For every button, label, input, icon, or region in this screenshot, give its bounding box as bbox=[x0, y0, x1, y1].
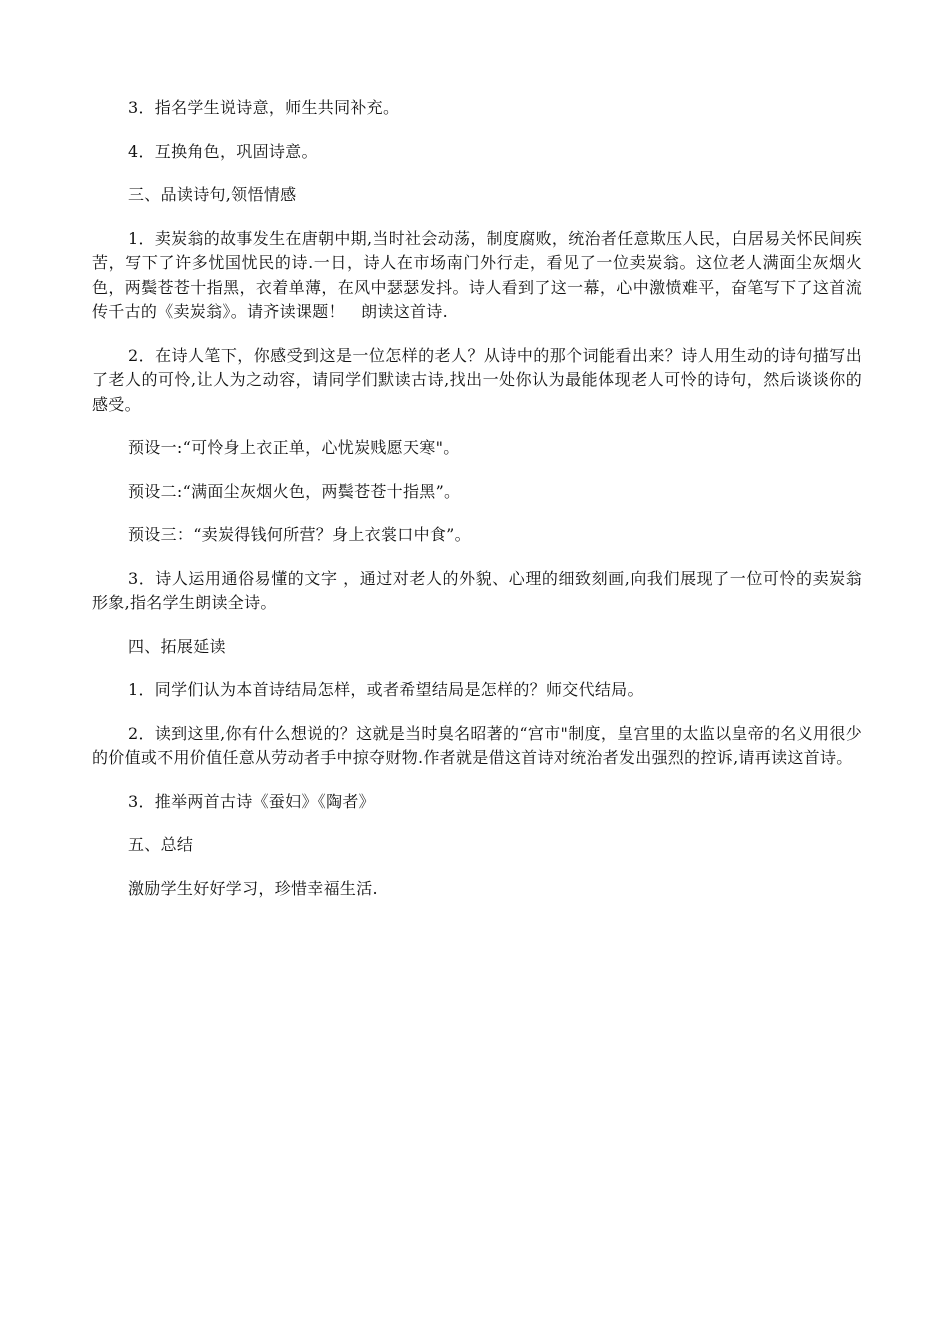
section-3-item-2: 2．在诗人笔下，你感受到这是一位怎样的老人？从诗中的那个词能看出来？诗人用生动的诗句描写出了老人的可怜,让人为之动容，请同学们默读古诗,找出一处你认为最能体现老人可怜的诗句，然后谈谈你的感受。 bbox=[92, 345, 862, 414]
section-4-item-3: 3．推举两首古诗《蚕妇》《陶者》 bbox=[128, 791, 375, 811]
document-body bbox=[92, 96, 862, 920]
summary-text: 激励学生好好学习，珍惜幸福生活. bbox=[128, 878, 378, 898]
section-5-heading: 五、总结 bbox=[128, 835, 194, 854]
section-3-item-1: 1．卖炭翁的故事发生在唐朝中期,当时社会动荡，制度腐败，统治者任意欺压人民，白居易关怀民间疾苦，写下了许多忧国忧民的诗.一日，诗人在市场南门外行走，看见了一位卖炭翁。这位老人满面尘灰烟火色，两鬓苍苍十指黑，衣着单薄，在风中瑟瑟发抖。诗人看到了这一幕，心中激愤难平，奋笔写下了这首流传千古的《卖炭翁》。请齐读课题！ 朗读这首诗. bbox=[92, 228, 862, 321]
step-4-role-swap: 4．互换角色，巩固诗意。 bbox=[128, 141, 318, 161]
preset-1: 预设一:“可怜身上衣正单，心忧炭贱愿天寒"。 bbox=[128, 438, 460, 457]
section-4-item-1: 1．同学们认为本首诗结局怎样，或者希望结局是怎样的？师交代结局。 bbox=[128, 680, 644, 699]
preset-3: 预设三：“卖炭得钱何所营？身上衣裳口中食”。 bbox=[128, 525, 471, 544]
section-3-heading: 三、品读诗句,领悟情感 bbox=[128, 185, 297, 204]
section-4-item-2: 2．读到这里,你有什么想说的？这就是当时臭名昭著的“宫市"制度，皇宫里的太监以皇帝的名义用很少的价值或不用价值任意从劳动者手中掠夺财物.作者就是借这首诗对统治者发出强烈的控诉,请再读这首诗。 bbox=[92, 723, 862, 767]
step-3-paraphrase: 3．指名学生说诗意，师生共同补充。 bbox=[128, 98, 400, 117]
section-4-heading: 四、拓展延读 bbox=[128, 636, 226, 656]
preset-2: 预设二:“满面尘灰烟火色，两鬓苍苍十指黑”。 bbox=[128, 481, 461, 501]
section-3-item-3: 3．诗人运用通俗易懂的文字 ，通过对老人的外貌、心理的细致刻画,向我们展现了一位可怜的卖炭翁形象,指名学生朗读全诗。 bbox=[92, 568, 862, 612]
